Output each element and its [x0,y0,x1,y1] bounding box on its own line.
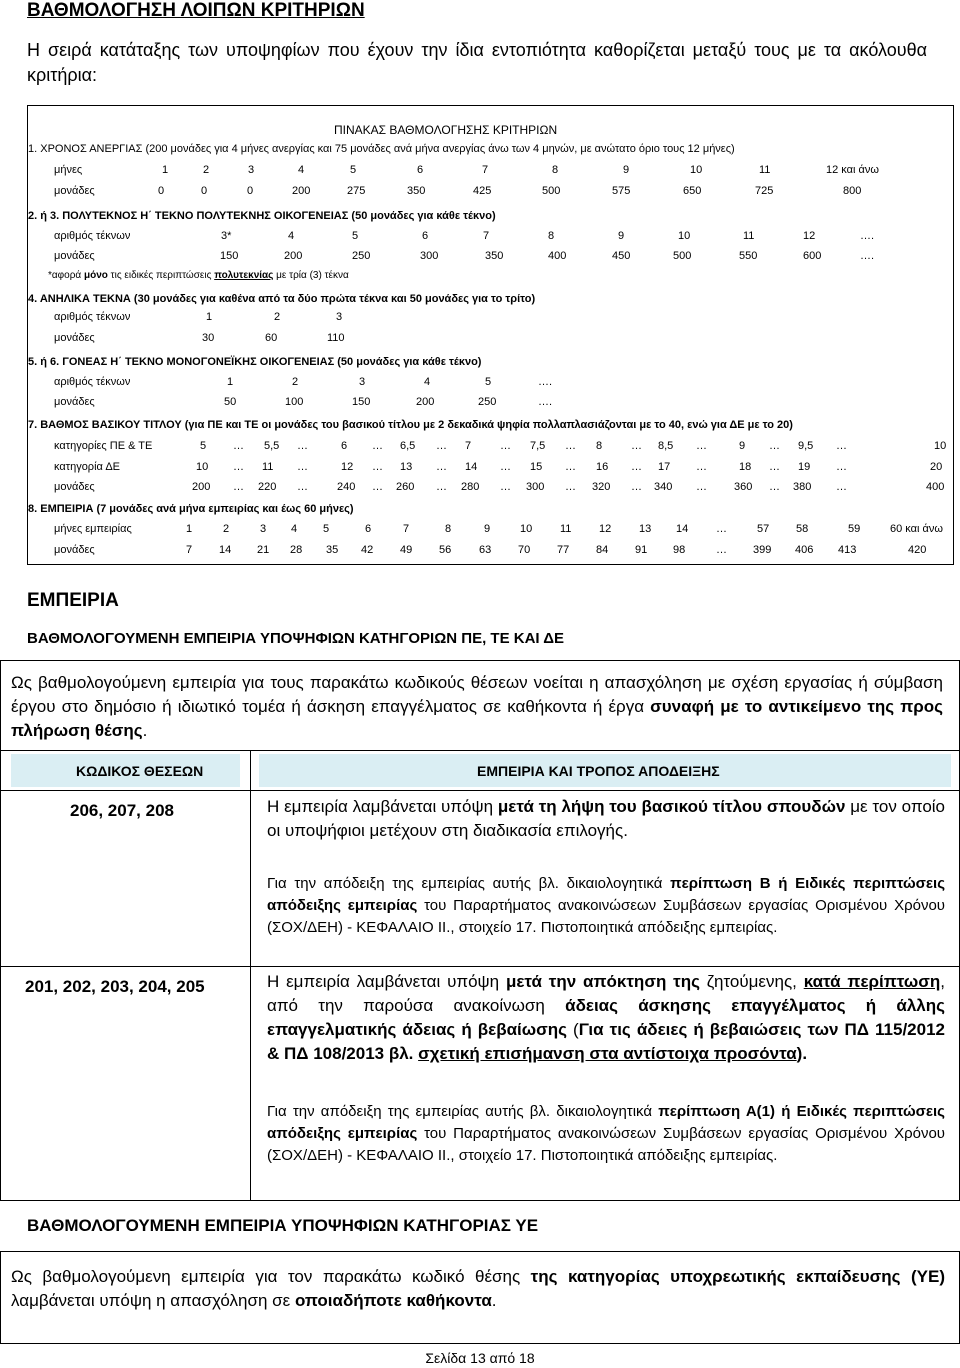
table-cell: … [565,440,576,452]
table-cell: 275 [347,185,366,197]
page-footer: Σελίδα 13 από 18 [425,1350,535,1366]
s1-title: 1. ΧΡΟΝΟΣ ΑΝΕΡΓΙΑΣ (200 μονάδες για 4 μήνες ανεργίας και 75 μονάδες ανά μήνα ανεργίας άνω των 4 μηνών, με ανώτατο όριο τους 12 μήνες) [28,143,735,155]
table-cell: 12 [803,230,816,242]
table-cell: … [233,481,244,493]
table-cell: 30 [202,332,215,344]
table-cell: 320 [592,481,611,493]
table-cell: 16 [596,461,609,473]
table-cell: … [836,481,847,493]
s4-title: 4. ΑΝΗΛΙΚΑ ΤΕΚΝΑ (30 μονάδες για καθένα από τα δύο πρώτα τέκνα και 50 μονάδες για το τρίτο) [28,293,536,305]
table-cell: … [565,481,576,493]
table-cell: 4 [424,376,431,388]
row1-codes: 206, 207, 208 [70,801,174,820]
table-cell: 58 [796,523,809,535]
table-cell: 60 και άνω [890,523,943,535]
table-cell: 220 [258,481,277,493]
table-cell: 15 [530,461,543,473]
criteria-table [27,105,954,565]
table-cell: 6 [341,440,348,452]
s4-row2-label: μονάδες [54,332,95,344]
table-cell: 380 [793,481,812,493]
table-cell: … [631,440,642,452]
table-cell: 50 [224,396,237,408]
table-cell: 5 [323,523,330,535]
table-cell: 3 [248,164,255,176]
table-cell: 100 [285,396,304,408]
table-cell: 800 [843,185,862,197]
table-cell: 1 [186,523,193,535]
table-cell: 150 [352,396,371,408]
table-cell: 2 [223,523,230,535]
table-cell: … [769,461,780,473]
s4-row1-label: αριθμός τέκνων [54,311,131,323]
table-cell: 91 [635,544,648,556]
row1-text1: Η εμπειρία λαμβάνεται υπόψη μετά τη λήψη του βασικού τίτλου σπουδών με τον οποίο οι υποψήφιοι μετέχουν στη διαδικασία επιλογής. [267,797,946,840]
table-cell: 12 [599,523,612,535]
table-cell: 10 [690,164,703,176]
table-cell: 600 [803,250,822,262]
table-cell: 56 [439,544,452,556]
table-cell: 500 [542,185,561,197]
s5-row2-label: μονάδες [54,396,95,408]
table-cell: 2 [203,164,210,176]
table-cell: 12 [341,461,354,473]
table-cell: 6,5 [400,440,416,452]
table-cell: … [769,440,780,452]
table-cell: …. [538,396,553,408]
table-cell: 28 [290,544,303,556]
s8-row1-label: μήνες εμπειρίας [54,523,132,535]
s8-title: 8. ΕΜΠΕΙΡΙΑ (7 μονάδες ανά μήνα εμπειρίας και έως 60 μήνες) [28,503,354,515]
table-cell: … [372,440,383,452]
table-cell: … [436,461,447,473]
table-cell: … [233,440,244,452]
table-cell: 0 [247,185,254,197]
s5-row1-label: αριθμός τέκνων [54,376,131,388]
table-cell: 399 [753,544,772,556]
s1-row1-label: μήνες [54,164,83,176]
table-cell: 10 [196,461,209,473]
row2-text1: Η εμπειρία λαμβάνεται υπόψη μετά την απόκτηση της ζητούμενης, κατά περίπτωση, από την παρούσα ανακοίνωση άδειας άσκησης επαγγέλματος ή άλλης επαγγελματικής άδειας ή βεβαίωσης (Για τις άδειες ή βεβαιώσεις των ΠΔ 115/2012 & ΠΔ 108/2013 βλ. σχετική επισήμανση στα αντίστοιχα προσόντα). [267,972,945,1063]
table-cell: 5 [350,164,357,176]
table-cell: … [836,461,847,473]
table-cell: 9 [623,164,630,176]
table-cell: 59 [848,523,861,535]
table-cell: 3 [359,376,366,388]
table-cell: 0 [201,185,208,197]
table-cell: … [696,481,707,493]
table-cell: 21 [257,544,270,556]
table-cell: 11 [560,523,572,535]
s2-row2-label: μονάδες [54,250,95,262]
table-cell: 7 [186,544,193,556]
table-cell: 77 [557,544,570,556]
table-cell: 8 [596,440,603,452]
s7-row1-label: κατηγορίες ΠΕ & ΤΕ [54,440,153,452]
table-cell: …. [860,250,875,262]
ye-paragraph: Ως βαθμολογούμενη εμπειρία για τον παρακάτω κωδικό θέσης της κατηγορίας υποχρεωτικής εκπαίδευσης (ΥΕ) λαμβάνεται υπόψη η απασχόληση σε οποιαδήποτε καθήκοντα. [11,1267,945,1310]
table-cell: … [372,481,383,493]
table-cell: …. [860,230,875,242]
table-cell: 5 [485,376,492,388]
table-cell: 1 [206,311,213,323]
table-cell: 7 [465,440,472,452]
table-cell: … [696,440,707,452]
table-cell: 6 [365,523,372,535]
table-cell: … [696,461,707,473]
table-cell: 413 [838,544,857,556]
s2-row1-label: αριθμός τέκνων [54,230,131,242]
table-cell: 13 [400,461,413,473]
s1-row2-label: μονάδες [54,185,95,197]
table-cell: 9 [739,440,746,452]
table-cell: … [565,461,576,473]
table-cell: 240 [337,481,356,493]
table-cell: 200 [192,481,211,493]
table-cell: 4 [298,164,305,176]
table-cell: … [500,461,511,473]
table-cell: 14 [465,461,478,473]
table-cell: 1 [162,164,169,176]
table-cell: 42 [361,544,374,556]
experience-heading: ΕΜΠΕΙΡΙΑ [27,590,119,611]
table-cell: 350 [485,250,504,262]
experience-table [0,660,960,1201]
table-cell: 406 [795,544,814,556]
table-cell: 5,5 [264,440,280,452]
table-cell: … [372,461,383,473]
table-cell: … [436,481,447,493]
s5-title: 5. ή 6. ΓΟΝΕΑΣ Η΄ ΤΕΚΝΟ ΜΟΝΟΓΟΝΕΪΚΗΣ ΟΙΚΟΓΕΝΕΙΑΣ (50 μονάδες για κάθε τέκνο) [28,356,482,368]
experience-subheading: ΒΑΘΜΟΛΟΓΟΥΜΕΝΗ ΕΜΠΕΙΡΙΑ ΥΠΟΨΗΦΙΩΝ ΚΑΤΗΓΟΡΙΩΝ ΠΕ, ΤΕ ΚΑΙ ΔΕ [27,630,564,647]
table-cell: 18 [739,461,752,473]
table-cell: 14 [219,544,232,556]
table-cell: … [836,440,847,452]
row1-text2: Για την απόδειξη της εμπειρίας αυτής βλ. δικαιολογητικά περίπτωση Β ή Ειδικές περιπτώσεις απόδειξης εμπειρίας του Παραρτήματος ανακοινώσεων Συμβάσεων εργασίας Ορισμένου Χρόνου (ΣΟΧ/ΔΕΗ) - ΚΕΦΑΛΑΙΟ ΙΙ., στοιχείο 17. Πιστοποιητικά απόδειξης εμπειρίας. [267,875,945,936]
table-cell: 2 [274,311,281,323]
table-cell: 3 [336,311,343,323]
s7-row2-label: κατηγορία ΔΕ [54,461,120,473]
table-cell: 3* [221,230,232,242]
table-cell: 12 και άνω [826,164,879,176]
table-cell: 11 [743,230,755,242]
table-cell: 9 [484,523,491,535]
table-cell: … [297,461,308,473]
col1-header: ΚΩΔΙΚΟΣ ΘΕΣΕΩΝ [76,763,204,779]
table-cell: 7 [482,164,489,176]
table-cell: 84 [596,544,609,556]
table-cell: 340 [654,481,673,493]
table-cell: 0 [158,185,165,197]
table-cell: … [500,440,511,452]
table-cell: … [631,481,642,493]
table-cell: … [631,461,642,473]
table-cell: 350 [407,185,426,197]
table-cell: 11 [262,461,274,473]
table-cell: 70 [518,544,531,556]
s8-row2-label: μονάδες [54,544,95,556]
table-cell: 250 [352,250,371,262]
table-cell: 8,5 [658,440,674,452]
s2-note: *αφορά μόνο τις ειδικές περιπτώσεις πολυτεκνίας με τρία (3) τέκνα [48,270,349,281]
table-cell: 2 [292,376,299,388]
row2-text2: Για την απόδειξη της εμπειρίας αυτής βλ. δικαιολογητικά περίπτωση Α(1) ή Ειδικές περιπτώσεις απόδειξης εμπειρίας του Παραρτήματος ανακοινώσεων Συμβάσεων εργασίας Ορισμένου Χρόνου (ΣΟΧ/ΔΕΗ) - ΚΕΦΑΛΑΙΟ ΙΙ., στοιχείο 17. Πιστοποιητικά απόδειξης εμπειρίας. [267,1103,945,1164]
table-cell: … [297,481,308,493]
table-cell: 200 [284,250,303,262]
intro-paragraph: Η σειρά κατάταξης των υποψηφίων που έχουν την ίδια εντοπιότητα καθορίζεται μεταξύ τους με τα ακόλουθα κριτήρια: [27,40,927,85]
table-cell: … [500,481,511,493]
s7-row3-label: μονάδες [54,481,95,493]
table-cell: 5 [200,440,207,452]
table-cell: 7,5 [530,440,546,452]
table-cell: 8 [552,164,559,176]
table-cell: 7 [483,230,490,242]
ye-heading: ΒΑΘΜΟΛΟΓΟΥΜΕΝΗ ΕΜΠΕΙΡΙΑ ΥΠΟΨΗΦΙΩΝ ΚΑΤΗΓΟΡΙΑΣ ΥΕ [27,1216,539,1235]
table-cell: 450 [612,250,631,262]
table-cell: … [716,523,727,535]
table-cell: … [716,544,727,556]
table-cell: 500 [673,250,692,262]
row2-codes: 201, 202, 203, 204, 205 [25,977,205,996]
table-cell: 420 [908,544,927,556]
col2-header: ΕΜΠΕΙΡΙΑ ΚΑΙ ΤΡΟΠΟΣ ΑΠΟΔΕΙΞΗΣ [477,763,720,779]
table-cell: 9 [618,230,625,242]
table-cell: 425 [473,185,492,197]
table-cell: 5 [352,230,359,242]
table-cell: … [436,440,447,452]
table-cell: 1 [227,376,234,388]
s7-title: 7. ΒΑΘΜΟΣ ΒΑΣΙΚΟΥ ΤΙΤΛΟΥ (για ΠΕ και ΤΕ οι μονάδες του βασικού τίτλου με 2 δεκαδικά ψηφία πολλαπλασιάζονται με το 40, ενώ για ΔΕ με το 20) [28,419,793,431]
experience-paragraph: Ως βαθμολογούμενη εμπειρία για τους παρακάτω κωδικούς θέσεων νοείται η απασχόληση με σχέση εργασίας ή σύμβαση έργου στο δημόσιο ή ιδιωτικό τομέα ή άσκηση επαγγέλματος σε καθήκοντα ή έργα συναφή με το αντικείμενο της προς πλήρωση θέσης. [11,673,943,740]
table-cell: 6 [417,164,424,176]
table-cell: 7 [403,523,410,535]
table-cell: 10 [934,440,947,452]
table-cell: 300 [526,481,545,493]
table-cell: 260 [396,481,415,493]
table-cell: 400 [548,250,567,262]
table-cell: 150 [220,250,239,262]
table-cell: 200 [416,396,435,408]
table-cell: 280 [461,481,480,493]
table-cell: 8 [548,230,555,242]
table-cell: 400 [926,481,945,493]
table-cell: 4 [291,523,298,535]
table-cell: 17 [658,461,671,473]
table-cell: 3 [260,523,267,535]
table-cell: 360 [734,481,753,493]
table-cell: 14 [676,523,689,535]
table-cell: …. [538,376,553,388]
table-cell: … [233,461,244,473]
table-cell: 35 [326,544,339,556]
table-cell: 9,5 [798,440,814,452]
table-cell: … [769,481,780,493]
table-cell: 49 [400,544,413,556]
table-cell: 8 [445,523,452,535]
table-cell: 98 [673,544,686,556]
table-cell: 19 [798,461,811,473]
s2-title: 2. ή 3. ΠΟΛΥΤΕΚΝΟΣ Η΄ ΤΕΚΝΟ ΠΟΛΥΤΕΚΝΗΣ ΟΙΚΟΓΕΝΕΙΑΣ (50 μονάδες για κάθε τέκνο) [28,210,496,222]
table-cell: 10 [678,230,691,242]
page-heading: ΒΑΘΜΟΛΟΓΗΣΗ ΛΟΙΠΩΝ ΚΡΙΤΗΡΙΩΝ [27,0,365,21]
table-cell: 300 [420,250,439,262]
table-cell: 250 [478,396,497,408]
table-cell: 13 [639,523,652,535]
table-cell: 650 [683,185,702,197]
table-cell: 6 [422,230,429,242]
ye-box [0,1251,960,1344]
table-cell: 575 [612,185,631,197]
table-cell: 11 [759,164,771,176]
table-cell: 550 [739,250,758,262]
table-cell: 63 [479,544,492,556]
table-cell: 60 [265,332,278,344]
table-cell: 4 [288,230,295,242]
table-cell: 57 [757,523,770,535]
table-cell: 110 [327,332,345,344]
table-cell: 725 [755,185,774,197]
table-cell: … [297,440,308,452]
table-cell: 20 [930,461,943,473]
criteria-table-title: ΠΙΝΑΚΑΣ ΒΑΘΜΟΛΟΓΗΣΗΣ ΚΡΙΤΗΡΙΩΝ [334,123,558,137]
table-cell: 10 [520,523,533,535]
table-cell: 200 [292,185,311,197]
